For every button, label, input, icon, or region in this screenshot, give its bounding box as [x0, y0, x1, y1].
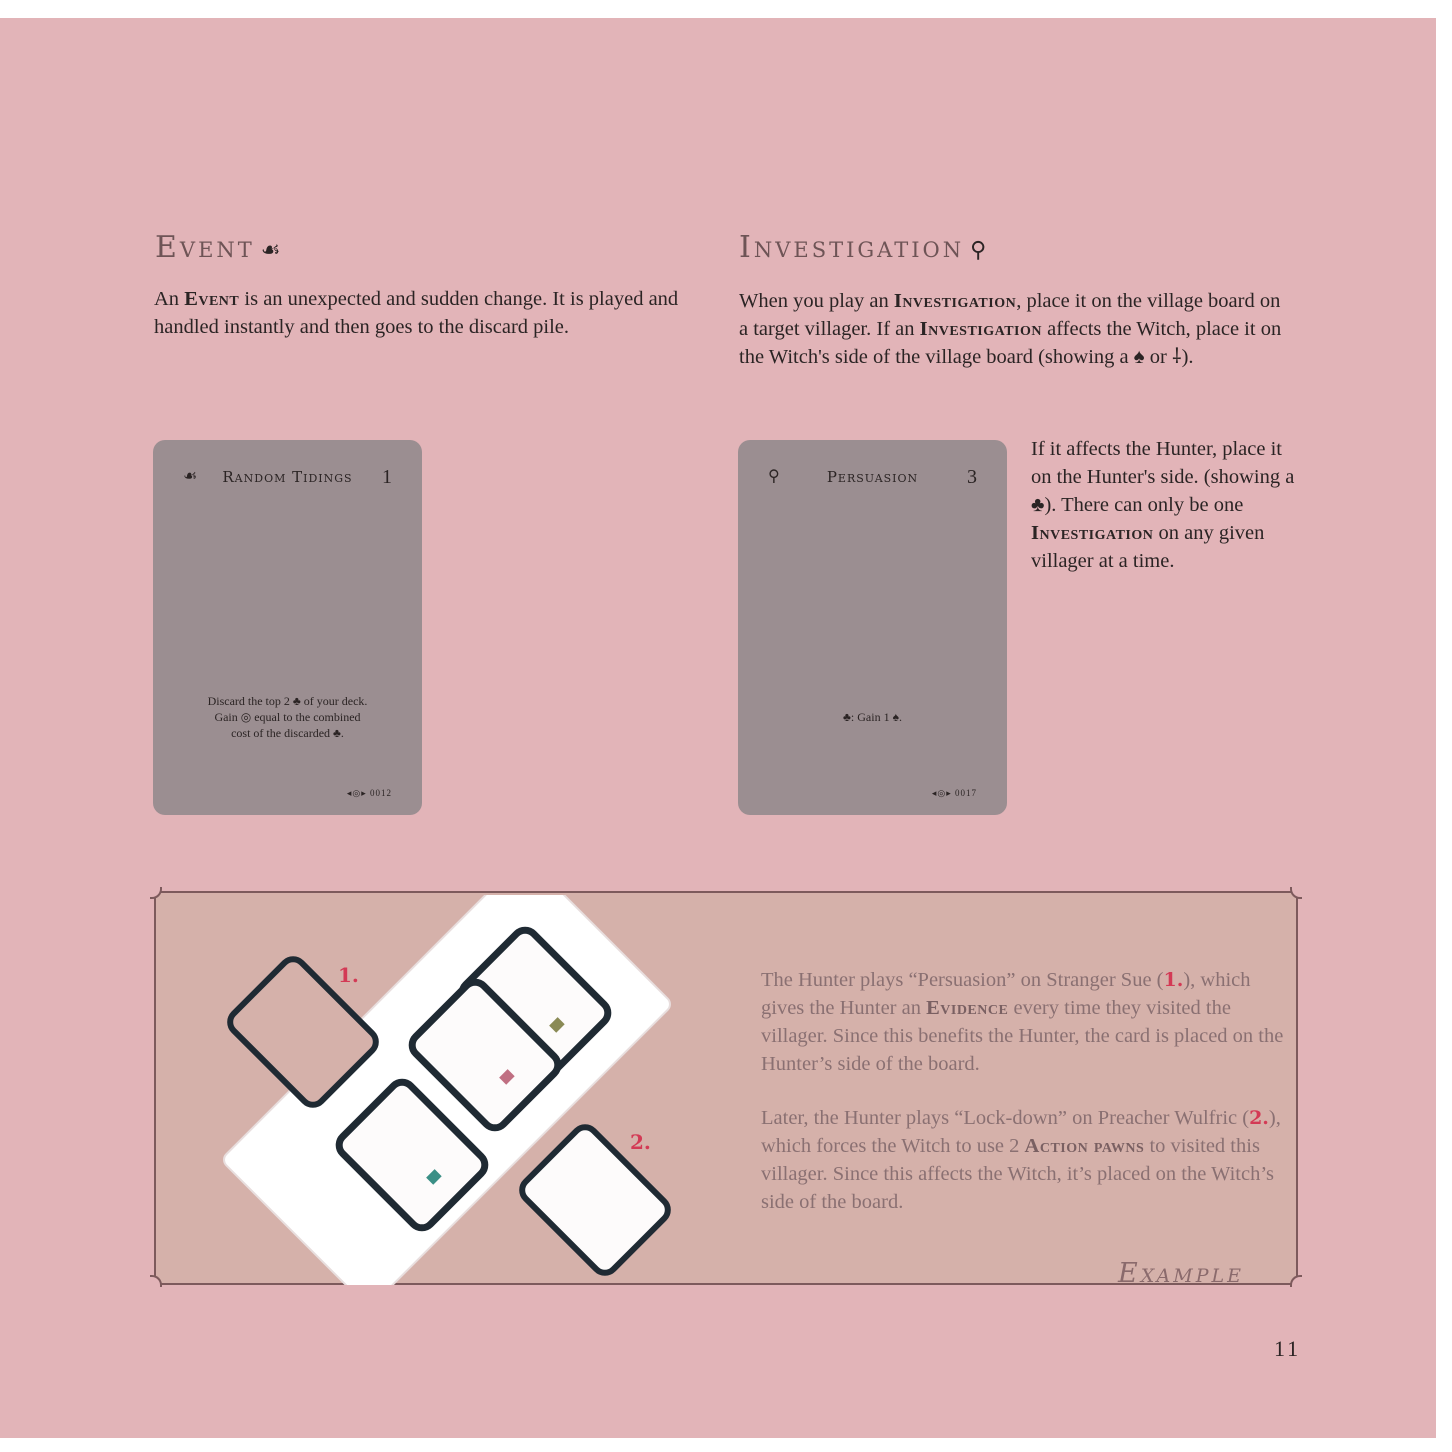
investigation-side-note: [1031, 435, 1301, 575]
text-run: ), which gives the Hunter an: [761, 969, 1251, 1019]
example-paragraph-2: [761, 1104, 1291, 1216]
keyword: Action pawns: [1024, 1135, 1145, 1157]
card-effect-line: Gain ◎ equal to the combined: [214, 710, 361, 724]
example-paragraph-1: [761, 966, 1291, 1078]
village-board-illustration: [200, 895, 700, 1285]
investigation-description: [739, 287, 1284, 371]
text-run: An: [154, 288, 185, 310]
example-label: Example: [1118, 1258, 1245, 1289]
event-icon: ☙: [183, 466, 198, 485]
event-heading: Event ☙: [155, 230, 281, 265]
text-run: ), which forces the Witch to use 2: [761, 1107, 1281, 1157]
keyword: Evidence: [926, 997, 1009, 1019]
text-run: every time they visited the villager. Since this benefits the Hunter, the card is placed on the Hunter’s side of the board.: [761, 997, 1284, 1075]
keyword: Investigation: [893, 290, 1017, 312]
card-effect-line: cost of the discarded ♣.: [231, 726, 344, 740]
card-effect: [768, 709, 977, 725]
keyword: Investigation: [919, 318, 1042, 340]
card-effect: [183, 693, 392, 741]
keyword: Event: [184, 288, 240, 310]
text-run: is an unexpected and sudden change. It is played and handled instantly and then goes to the discard pile.: [154, 288, 679, 338]
event-icon: ☙: [260, 238, 281, 263]
example-marker-2: 2.: [630, 1130, 651, 1154]
card-code: ◂◎▸ 0017: [931, 788, 977, 798]
event-card: [153, 440, 422, 815]
investigation-heading: Investigation ⚲: [739, 230, 987, 265]
magnifier-icon: ⚲: [768, 466, 780, 485]
card-effect-line: ♣: Gain 1 ♠.: [843, 710, 902, 724]
text-run: If it affects the Hunter, place it on the Hunter's side. (showing a ♣). There can only be one: [1031, 438, 1295, 516]
example-marker-1: 1.: [338, 963, 359, 987]
text-run: on any given villager at a time.: [1031, 522, 1265, 572]
card-cost: 3: [967, 466, 977, 488]
text-run: affects the Witch, place it on the Witch's side of the village board (showing a ♠ or ⸸).: [739, 318, 1282, 368]
card-title: Persuasion: [826, 468, 919, 486]
keyword: Investigation: [1031, 522, 1154, 544]
magnifier-icon: ⚲: [970, 238, 987, 263]
text-run: When you play an: [739, 290, 894, 312]
card-title: Random Tidings: [222, 468, 353, 486]
investigation-card: [738, 440, 1007, 815]
event-description: [154, 285, 719, 341]
example-ref: 1.: [1163, 969, 1184, 991]
text-run: The Hunter plays “Persuasion” on Stranger Sue (: [761, 969, 1164, 991]
text-run: , place it on the village board on a target villager. If an: [739, 290, 1281, 340]
example-ref: 2.: [1249, 1107, 1269, 1129]
text-run: Later, the Hunter plays “Lock-down” on Preacher Wulfric (: [761, 1107, 1250, 1129]
card-effect-line: Discard the top 2 ♣ of your deck.: [207, 694, 368, 708]
text-run: to visited this villager. Since this affects the Witch, it’s placed on the Witch’s side of the board.: [761, 1135, 1275, 1213]
card-code: ◂◎▸ 0012: [346, 788, 392, 798]
card-cost: 1: [382, 466, 392, 488]
page-number: 11: [1274, 1336, 1302, 1361]
